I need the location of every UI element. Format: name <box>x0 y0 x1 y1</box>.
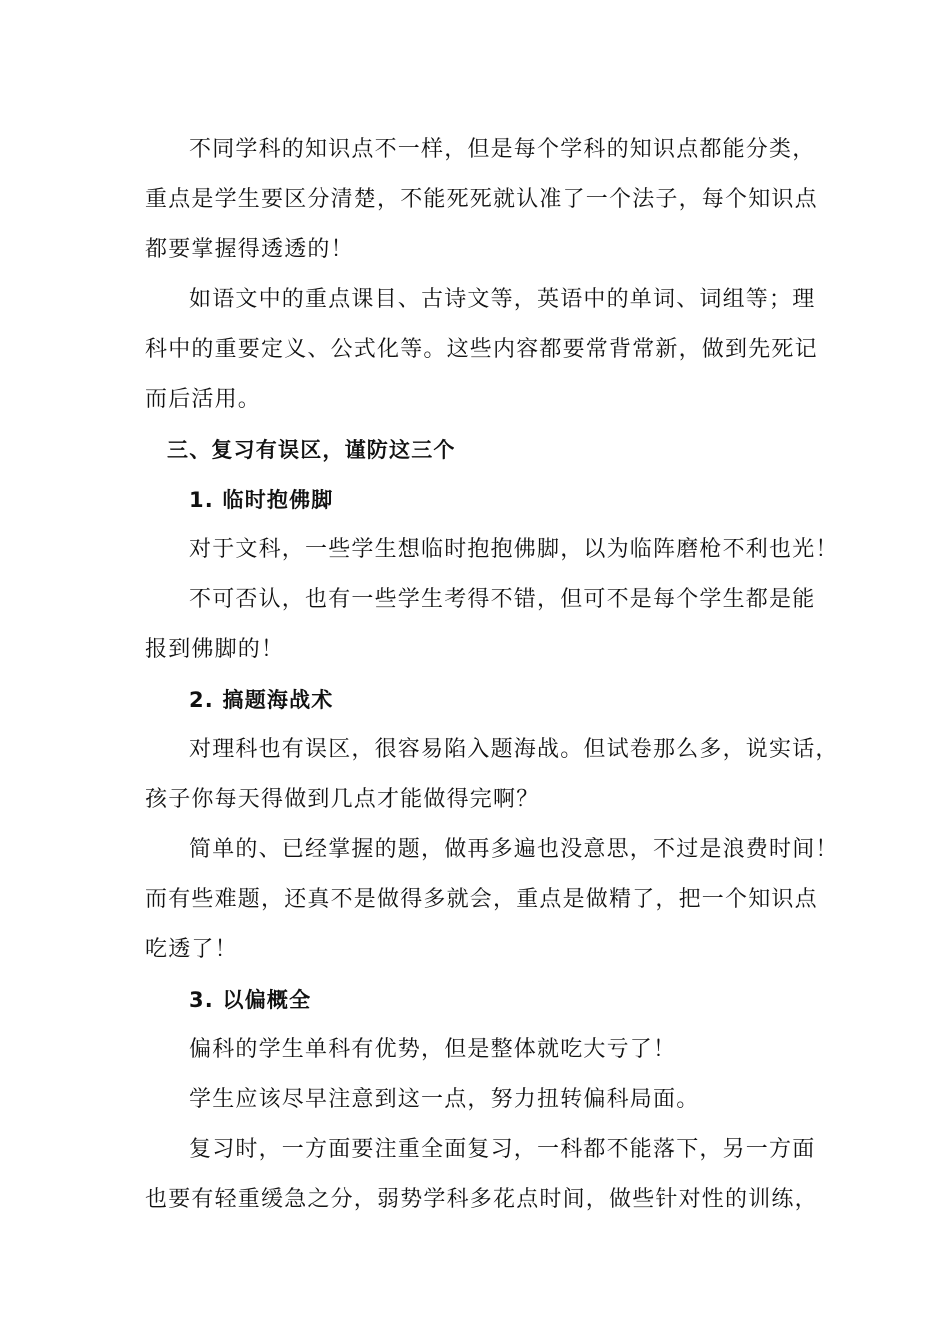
paragraph-line: 也要有轻重缓急之分，弱势学科多花点时间，做些针对性的训练， <box>145 1187 818 1212</box>
subsection-heading: 3. 以偏概全 <box>189 988 312 1012</box>
paragraph-line: 而有些难题，还真不是做得多就会，重点是做精了，把一个知识点 <box>145 887 818 912</box>
paragraph-line: 而后活用。 <box>145 387 262 412</box>
section-heading: 三、复习有误区，谨防这三个 <box>167 438 456 462</box>
paragraph-line: 报到佛脚的！ <box>145 637 285 662</box>
paragraph-line: 孩子你每天得做到几点才能做得完啊？ <box>145 787 540 812</box>
paragraph-line: 不可否认，也有一些学生考得不错，但可不是每个学生都是能 <box>189 587 816 612</box>
subsection-heading: 1. 临时抱佛脚 <box>189 488 334 512</box>
paragraph-line: 都要掌握得透透的！ <box>145 237 354 262</box>
paragraph-line: 学生应该尽早注意到这一点，努力扭转偏科局面。 <box>189 1087 700 1112</box>
paragraph-line: 复习时，一方面要注重全面复习，一科都不能落下，另一方面 <box>189 1137 816 1162</box>
paragraph-line: 科中的重要定义、公式化等。这些内容都要常背常新，做到先死记 <box>145 337 818 362</box>
paragraph-line: 如语文中的重点课目、古诗文等，英语中的单词、词组等；理 <box>189 287 816 312</box>
paragraph-line: 对于文科，一些学生想临时抱抱佛脚，以为临阵磨枪不利也光！ <box>189 537 839 562</box>
paragraph-line: 偏科的学生单科有优势，但是整体就吃大亏了！ <box>189 1037 677 1062</box>
subsection-heading: 2. 搞题海战术 <box>189 688 334 712</box>
paragraph-line: 重点是学生要区分清楚，不能死死就认准了一个法子，每个知识点 <box>145 187 818 212</box>
paragraph-line: 不同学科的知识点不一样，但是每个学科的知识点都能分类， <box>189 137 816 162</box>
paragraph-line: 吃透了！ <box>145 937 238 962</box>
paragraph-line: 对理科也有误区，很容易陷入题海战。但试卷那么多，说实话， <box>189 737 839 762</box>
paragraph-line: 简单的、已经掌握的题，做再多遍也没意思，不过是浪费时间！ <box>189 837 839 862</box>
